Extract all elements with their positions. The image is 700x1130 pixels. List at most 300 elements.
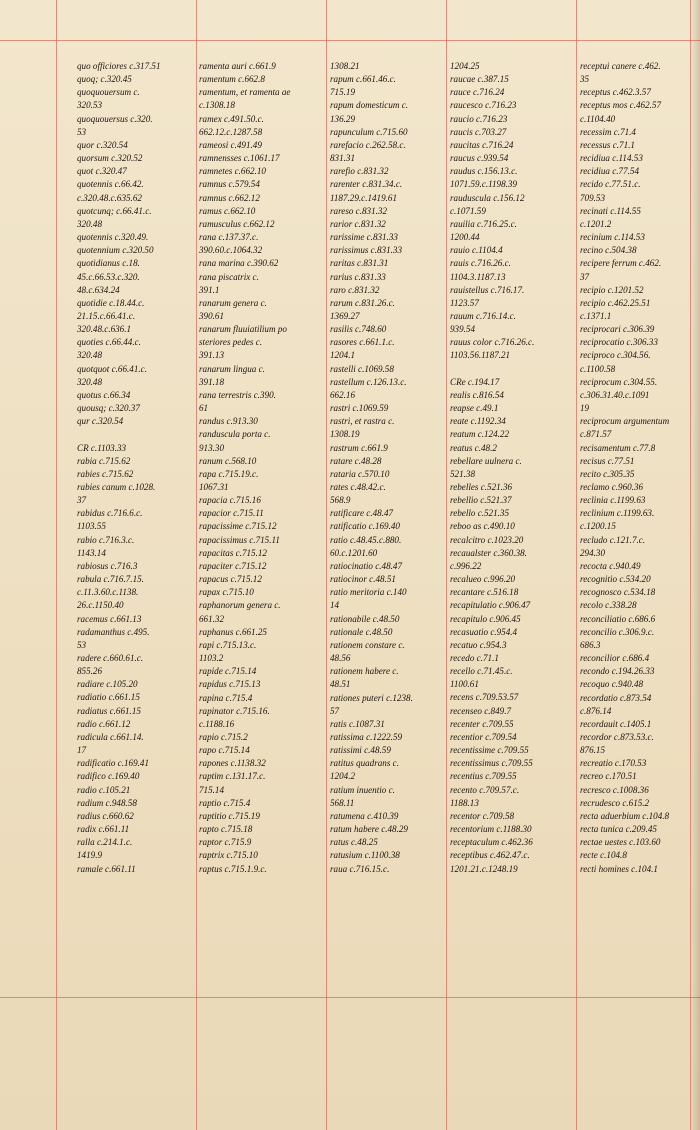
index-entry: recordauit c.1405.1 xyxy=(580,718,652,729)
index-entry: quotidie c.18.44.c. xyxy=(77,297,145,308)
index-entry: reatum c.124.22 xyxy=(450,429,510,440)
index-entry: c.320.48.c.635.62 xyxy=(77,192,142,203)
index-entry: 320.48.c.636.1 xyxy=(77,324,132,335)
index-entry: rapacia c.715.16 xyxy=(199,495,261,506)
index-entry: rates c.48.42.c. xyxy=(330,482,386,492)
index-entry: reclamo c.960.36 xyxy=(580,482,644,492)
index-entry: rapide c.715.14 xyxy=(199,666,257,677)
index-entry: recento c.709.57.c. xyxy=(450,784,520,795)
index-entry: 686.3 xyxy=(580,639,601,650)
index-entry: recoquo c.940.48 xyxy=(580,679,644,690)
index-entry: rauilia c.716.25.c. xyxy=(450,218,517,229)
index-entry: ramnus c.662.12 xyxy=(199,192,260,203)
ruling-line xyxy=(446,0,447,1130)
index-entry: rarum c.831.26.c. xyxy=(330,297,395,308)
index-entry: recipio c.462.25.51 xyxy=(580,297,651,308)
index-entry: reboo as c.490.10 xyxy=(450,521,515,532)
index-entry: 1187.29.c.1419.61 xyxy=(330,192,398,203)
index-entry: recentissime c.709.55 xyxy=(450,745,529,756)
index-entry: recisus c.77.51 xyxy=(580,455,635,466)
index-entry: rapina c.715.4 xyxy=(199,692,253,703)
index-entry: rana c.137.37.c. xyxy=(199,232,259,243)
index-entry: recresco c.1008.36 xyxy=(580,784,649,795)
index-entry: 45.c.66.53.c.320. xyxy=(77,271,140,282)
index-entry: radifico c.169.40 xyxy=(77,771,140,782)
index-entry: recreatio c.170.53 xyxy=(580,758,647,769)
index-entry: rabidus c.716.6.c. xyxy=(77,508,143,519)
index-entry: quoquouersus c.320. xyxy=(77,113,153,124)
index-entry: reciprocatio c.306.33 xyxy=(580,337,658,348)
index-entry: reatus c.48.2 xyxy=(450,442,497,453)
index-entry: 715.14 xyxy=(199,784,225,795)
index-entry: ratium inuentio c. xyxy=(330,784,395,795)
index-entry: rauduscula c.156.12 xyxy=(450,192,525,203)
index-entry: rataria c.570.10 xyxy=(330,468,390,479)
index-entry: raucio c.716.23 xyxy=(450,113,508,124)
index-entry: recludo c.121.7.c. xyxy=(580,534,646,545)
index-entry: receptui canere c.462. xyxy=(580,61,661,71)
index-entry: rectae uestes c.103.60 xyxy=(580,837,661,848)
index-entry: recrudesco c.615.2 xyxy=(580,797,650,808)
index-entry: recenseo c.849.7 xyxy=(450,705,512,716)
index-entry: rapacior c.715.11 xyxy=(199,508,264,519)
index-entry: rauum c.716.14.c. xyxy=(450,310,516,321)
index-entry: recta tunica c.209.45 xyxy=(580,824,657,835)
index-entry: recipere ferrum c.462. xyxy=(580,258,662,269)
index-entry: radius c.660.62 xyxy=(77,810,134,821)
index-entry: 48.56 xyxy=(330,653,351,664)
index-entry: recordor c.873.53.c. xyxy=(580,731,654,742)
index-entry: 390.61 xyxy=(199,310,225,321)
index-entry: recessim c.71.4 xyxy=(580,126,636,137)
index-entry: recasuatio c.954.4 xyxy=(450,626,518,637)
index-entry: ranarum fluuiatilium po xyxy=(199,324,287,335)
index-entry: 913.30 xyxy=(199,442,225,453)
index-entry: raudus c.156.13.c. xyxy=(450,166,518,177)
index-entry: 1308.21 xyxy=(330,61,360,71)
ruling-line xyxy=(576,0,577,1130)
index-entry: realis c.816.54 xyxy=(450,389,504,400)
index-entry: ratificatio c.169.40 xyxy=(330,521,400,532)
index-entry: reconcilior c.686.4 xyxy=(580,653,650,664)
index-entry: 939.54 xyxy=(450,324,476,335)
index-entry: ratusium c.1100.38 xyxy=(330,850,400,861)
index-entry: c.1371.1 xyxy=(580,310,612,321)
index-entry: c.1071.59 xyxy=(450,205,486,216)
index-entry: 320.53 xyxy=(77,100,103,111)
index-entry: radio c.661.12 xyxy=(77,718,131,729)
index-entry: recisamentum c.77.8 xyxy=(580,442,656,453)
index-entry: radere c.660.61.c. xyxy=(77,653,144,664)
index-entry: recalcitro c.1023.20 xyxy=(450,534,524,545)
index-entry: raptitio c.715.19 xyxy=(199,810,260,821)
index-entry: recens c.709.53.57 xyxy=(450,692,519,703)
index-entry: 1419.9 xyxy=(77,850,103,861)
index-column-4 xyxy=(450,60,568,876)
index-entry: recentorium c.1188.30 xyxy=(450,824,532,835)
ruling-line xyxy=(326,0,327,1130)
index-entry: reciprocum argumentum xyxy=(580,416,670,427)
index-entry: rarissime c.831.33 xyxy=(330,232,398,243)
index-entry: reconcilio c.306.9.c. xyxy=(580,626,655,637)
index-entry: reclinium c.1199.63. xyxy=(580,508,655,519)
index-entry: rabies c.715.62 xyxy=(77,468,134,479)
index-entry: 21.15.c.66.41.c. xyxy=(77,310,136,321)
index-entry: rapio c.715.2 xyxy=(199,731,248,742)
index-entry: ratumena c.410.39 xyxy=(330,810,399,821)
index-entry: rationem habere c. xyxy=(330,666,399,677)
index-entry: c.1100.58 xyxy=(580,363,616,374)
index-entry: rana terrestris c.390. xyxy=(199,389,276,400)
index-entry: 1143.14 xyxy=(77,547,106,558)
index-entry: recta aduerbium c.104.8 xyxy=(580,810,670,821)
index-entry: reciprocum c.304.55. xyxy=(580,376,658,387)
index-entry: rarior c.831.32 xyxy=(330,218,386,229)
index-entry: rapaciter c.715.12 xyxy=(199,560,267,571)
index-entry: raucitas c.716.24 xyxy=(450,139,514,150)
index-entry: quot c.320.47 xyxy=(77,166,127,177)
index-entry: c.871.57 xyxy=(580,429,612,440)
index-entry: c.996.22 xyxy=(450,560,482,571)
index-entry: racemus c.661.13 xyxy=(77,613,142,624)
index-entry: radificatio c.169.41 xyxy=(77,758,149,769)
index-entry: 1204.2 xyxy=(330,771,356,782)
index-entry: recreo c.170.51 xyxy=(580,771,637,782)
index-entry: rapones c.1138.32 xyxy=(199,758,266,769)
index-entry: rastri, et rastra c. xyxy=(330,416,395,427)
index-entry: recapitulatio c.906.47 xyxy=(450,600,531,611)
index-entry: rapacus c.715.12 xyxy=(199,574,262,585)
index-entry: 57 xyxy=(330,705,340,716)
index-entry: ramnus c.579.54 xyxy=(199,179,260,190)
index-entry: 1123.57 xyxy=(450,297,479,308)
index-entry: ranarum genera c. xyxy=(199,297,267,308)
index-entry: 53 xyxy=(77,126,87,137)
index-entry: raucis c.703.27 xyxy=(450,126,507,137)
index-entry: 876.15 xyxy=(580,745,606,756)
index-entry: raphanus c.661.25 xyxy=(199,626,267,637)
index-entry: rauio c.1104.4 xyxy=(450,245,503,256)
index-entry: rebellare uulnera c. xyxy=(450,455,522,466)
index-entry: radiatio c.661.15 xyxy=(77,692,140,703)
index-entry: 320.48 xyxy=(77,376,103,387)
index-entry: 1100.61 xyxy=(450,679,479,690)
index-entry: rarissimus c.831.33 xyxy=(330,245,402,256)
index-entry: randuscula porta c. xyxy=(199,429,271,440)
index-entry: rapto c.715.18 xyxy=(199,824,253,835)
index-entry: 1201.21.c.1248.19 xyxy=(450,863,518,874)
index-entry: ratis c.1087.31 xyxy=(330,718,385,729)
index-entry: 662.12.c.1287.58 xyxy=(199,126,263,137)
index-entry: quotidianus c.18. xyxy=(77,258,140,269)
index-entry: recaualster c.360.38. xyxy=(450,547,527,558)
index-entry: rabia c.715.62 xyxy=(77,455,131,466)
index-entry xyxy=(450,363,568,376)
index-entry: ramus c.662.10 xyxy=(199,205,256,216)
index-entry: 855.26 xyxy=(77,666,103,677)
index-entry: ratare c.48.28 xyxy=(330,455,382,466)
index-entry: c.11.3.60.c.1138. xyxy=(77,587,139,598)
index-entry: rapacitas c.715.12 xyxy=(199,547,267,558)
index-entry: 390.60.c.1064.32 xyxy=(199,245,263,256)
index-entry: 715.19 xyxy=(330,87,356,98)
index-entry: quotquot c.66.41.c. xyxy=(77,363,147,374)
index-column-2 xyxy=(199,60,317,876)
index-entry: recocta c.940.49 xyxy=(580,560,641,571)
index-entry: rastellum c.126.13.c. xyxy=(330,376,407,387)
index-entry: c.1200.15 xyxy=(580,521,616,532)
index-entry: CR c.1103.33 xyxy=(77,442,127,453)
index-entry: rauus color c.716.26.c. xyxy=(450,337,535,348)
index-column-3 xyxy=(330,60,440,876)
index-entry: rapax c.715.10 xyxy=(199,587,254,598)
index-entry: rationale c.48.50 xyxy=(330,626,393,637)
index-entry: 1104.3.1187.13 xyxy=(450,271,506,282)
index-entry: qur c.320.54 xyxy=(77,416,124,427)
index-entry: rarius c.831.33 xyxy=(330,271,386,282)
index-entry: CRe c.194.17 xyxy=(450,376,500,387)
index-entry: ramusculus c.662.12 xyxy=(199,218,275,229)
index-entry: rauistellus c.716.17. xyxy=(450,284,525,295)
index-entry: rarefio c.831.32 xyxy=(330,166,389,177)
index-entry: c.1201.2 xyxy=(580,218,612,229)
index-entry: 1103.56.1187.21 xyxy=(450,350,511,361)
index-entry: ratio c.48.45.c.880. xyxy=(330,534,402,545)
index-entry: rameosi c.491.49 xyxy=(199,139,262,150)
index-entry: 391.13 xyxy=(199,350,225,361)
index-entry: recordatio c.873.54 xyxy=(580,692,652,703)
index-entry: c.1188.16 xyxy=(199,718,235,729)
index-entry: recte c.104.8 xyxy=(580,850,627,861)
index-entry: 1308.19 xyxy=(330,429,360,440)
index-entry: recedo c.71.1 xyxy=(450,653,499,664)
index-entry: 1369.27 xyxy=(330,310,360,321)
index-entry: ranum c.568.10 xyxy=(199,455,257,466)
index-entry: 17 xyxy=(77,745,87,756)
index-entry: rapidus c.715.13 xyxy=(199,679,261,690)
index-entry: reclinia c.1199.63 xyxy=(580,495,646,506)
index-entry: 661.32 xyxy=(199,613,225,624)
index-entry: recido c.77.51.c. xyxy=(580,179,641,190)
index-column-5 xyxy=(580,60,685,876)
index-entry xyxy=(77,428,194,441)
index-entry: rebellio c.521.37 xyxy=(450,495,512,506)
index-entry: ramale c.661.11 xyxy=(77,863,136,874)
index-entry: recantare c.516.18 xyxy=(450,587,519,598)
index-entry: quo officiores c.317.51 xyxy=(77,61,161,71)
index-entry: raucus c.939.54 xyxy=(450,153,509,164)
index-entry: 37 xyxy=(77,495,87,506)
index-entry: rasores c.661.1.c. xyxy=(330,337,395,348)
index-entry: 1200.44 xyxy=(450,232,480,243)
index-entry: 37 xyxy=(580,271,590,282)
index-entry: raptrix c.715.10 xyxy=(199,850,258,861)
index-entry: recito c.305.35 xyxy=(580,468,635,479)
index-entry: rapi c.715.13.c. xyxy=(199,639,257,650)
index-entry: 521.38 xyxy=(450,468,476,479)
index-entry: rapacissime c.715.12 xyxy=(199,521,277,532)
index-entry: rapo c.715.14 xyxy=(199,745,250,756)
index-entry: raro c.831.32 xyxy=(330,284,380,295)
index-entry: quotennium c.320.50 xyxy=(77,245,154,256)
index-entry: recenter c.709.55 xyxy=(450,718,514,729)
index-entry: raucesco c.716.23 xyxy=(450,100,517,111)
index-entry: receptibus c.462.47.c. xyxy=(450,850,530,861)
index-entry: rabies canum c.1028. xyxy=(77,481,156,492)
index-entry: raphanorum genera c. xyxy=(199,600,281,611)
index-entry: 1067.31 xyxy=(199,482,229,492)
index-entry: recidiua c.114.53 xyxy=(580,153,643,164)
index-entry: quotennis c.66.42. xyxy=(77,179,144,190)
index-entry: ralla c.214.1.c. xyxy=(77,837,133,848)
index-entry: raritas c.831.31 xyxy=(330,258,389,269)
index-entry: recessus c.71.1 xyxy=(580,139,635,150)
index-entry: 320.48 xyxy=(77,218,103,229)
index-entry: rapunculum c.715.60 xyxy=(330,126,408,137)
index-entry: ratio meritoria c.140 xyxy=(330,587,407,598)
index-entry: radium c.948.58 xyxy=(77,797,137,808)
index-entry: rauis c.716.26.c. xyxy=(450,258,511,269)
index-column-1 xyxy=(77,60,194,876)
index-entry: recinati c.114.55 xyxy=(580,205,641,216)
index-entry: rauce c.716.24 xyxy=(450,87,505,98)
index-entry: raptus c.715.1.9.c. xyxy=(199,863,267,874)
index-entry: 1103.55 xyxy=(77,521,106,532)
index-entry: rationem constare c. xyxy=(330,639,405,650)
index-entry: receptaculum c.462.36 xyxy=(450,837,533,848)
index-entry: recipio c.1201.52 xyxy=(580,284,644,295)
index-entry: c.1104.40 xyxy=(580,113,616,124)
index-entry: rabiosus c.716.3 xyxy=(77,560,138,571)
index-entry: ranarum lingua c. xyxy=(199,363,265,374)
index-entry: randus c.913.30 xyxy=(199,416,258,427)
index-entry: quousq; c.320.37 xyxy=(77,403,140,414)
index-entry: 14 xyxy=(330,600,340,611)
index-entry: rabula c.716.7.15. xyxy=(77,574,144,585)
index-entry: quotcunq; c.66.41.c. xyxy=(77,205,152,216)
index-entry: quotennis c.320.49. xyxy=(77,232,149,243)
index-entry: c.306.31.40.c.1091 xyxy=(580,389,650,400)
index-entry: recondo c.194.26.33 xyxy=(580,666,655,677)
index-entry: recentor c.709.58 xyxy=(450,810,515,821)
index-entry: ratiocinatio c.48.47 xyxy=(330,560,402,571)
index-entry: rapinator c.715.16. xyxy=(199,705,270,716)
index-entry: recapitulo c.906.45 xyxy=(450,613,521,624)
index-entry: quoquouersum c. xyxy=(77,87,140,98)
index-entry: quoties c.66.44.c. xyxy=(77,337,141,348)
index-entry: ratissimi c.48.59 xyxy=(330,745,391,756)
index-entry: recentissimus c.709.55 xyxy=(450,758,533,769)
index-entry: raua c.716.15.c. xyxy=(330,863,390,874)
index-entry: ramnensses c.1061.17 xyxy=(199,153,280,164)
index-entry: rapa c.715.19.c. xyxy=(199,468,259,479)
index-entry: 1071.59.c.1198.39 xyxy=(450,179,518,190)
index-entry: rastri c.1069.59 xyxy=(330,403,389,414)
index-entry: recinium c.114.53 xyxy=(580,232,645,243)
ruling-line xyxy=(196,0,197,1130)
index-entry: ratificare c.48.47 xyxy=(330,508,394,519)
index-entry: 48.c.634.24 xyxy=(77,284,120,295)
index-entry: rationes puteri c.1238. xyxy=(330,692,413,703)
ruling-line xyxy=(0,997,700,998)
index-entry: raptor c.715.9 xyxy=(199,837,252,848)
index-entry: reapse c.49.1 xyxy=(450,403,499,414)
index-entry: ramentum, et ramenta ae xyxy=(199,87,291,98)
index-entry: 568.11 xyxy=(330,797,355,808)
ruling-line xyxy=(56,0,57,1130)
index-entry: radio c.105.21 xyxy=(77,784,131,795)
index-entry: rebello c.521.35 xyxy=(450,508,510,519)
index-entry: rapum c.661.46.c. xyxy=(330,74,396,85)
index-entry: 60.c.1201.60 xyxy=(330,547,378,558)
index-entry: rasilis c.748.60 xyxy=(330,324,387,335)
index-entry: ratitus quadrans c. xyxy=(330,758,399,769)
index-entry: reate c.1192.34 xyxy=(450,416,506,427)
ruling-line xyxy=(0,40,700,41)
index-entry: 662.16 xyxy=(330,389,356,400)
index-entry: 61 xyxy=(199,403,209,414)
index-entry: radix c.661.11 xyxy=(77,824,130,835)
index-entry: ratum habere c.48.29 xyxy=(330,824,408,835)
index-entry: quoq; c.320.45 xyxy=(77,74,132,85)
page-edge-shadow xyxy=(690,0,700,1130)
index-entry: rarefacio c.262.58.c. xyxy=(330,139,406,150)
index-entry: ramex c.491.50.c. xyxy=(199,113,264,124)
index-entry: reciprocari c.306.39 xyxy=(580,324,655,335)
index-entry: rareso c.831.32 xyxy=(330,205,387,216)
index-entry: recentior c.709.54 xyxy=(450,731,517,742)
index-entry: 1204.25 xyxy=(450,61,480,71)
index-entry: rabio c.716.3.c. xyxy=(77,534,135,545)
index-entry: recti homines c.104.1 xyxy=(580,863,658,874)
index-entry: receptus c.462.3.57 xyxy=(580,87,651,98)
index-entry: c.1308.18 xyxy=(199,100,235,111)
index-entry: 320.48 xyxy=(77,350,103,361)
index-entry: quotus c.66.34 xyxy=(77,389,131,400)
index-entry: reciproco c.304.56. xyxy=(580,350,651,361)
index-entry: radiare c.105.20 xyxy=(77,679,138,690)
index-entry: recentius c.709.55 xyxy=(450,771,517,782)
index-entry: quor c.320.54 xyxy=(77,139,128,150)
index-entry: raptim c.131.17.c. xyxy=(199,771,266,782)
index-entry: rapacissimus c.715.11 xyxy=(199,534,280,545)
index-entry: radiatus c.661.15 xyxy=(77,705,141,716)
index-entry: 391.1 xyxy=(199,284,220,295)
index-entry: steriores pedes c. xyxy=(199,337,263,348)
index-entry: 136.29 xyxy=(330,113,356,124)
index-entry: 709.53 xyxy=(580,192,606,203)
index-entry: ramentum c.662.8 xyxy=(199,74,265,85)
index-entry: 391.18 xyxy=(199,376,225,387)
index-entry: recello c.71.45.c. xyxy=(450,666,513,677)
index-entry: 568.9 xyxy=(330,495,351,506)
index-entry: ratus c.48.25 xyxy=(330,837,378,848)
index-entry: rana piscatrix c. xyxy=(199,271,259,282)
index-entry: 831.31 xyxy=(330,153,356,164)
index-entry: 1188.13 xyxy=(450,797,479,808)
index-entry: ratiocinor c.48.51 xyxy=(330,574,396,585)
index-entry: c.876.14 xyxy=(580,705,612,716)
index-entry: rationabile c.48.50 xyxy=(330,613,400,624)
index-entry: 26.c.1150.40 xyxy=(77,600,124,611)
index-entry: 1204.1 xyxy=(330,350,356,361)
index-entry: recognosco c.534.18 xyxy=(580,587,656,598)
index-entry: recalueo c.996.20 xyxy=(450,574,516,585)
index-entry: reconciliatio c.686.6 xyxy=(580,613,656,624)
index-entry: 35 xyxy=(580,74,590,85)
index-entry: 53 xyxy=(77,639,87,650)
index-entry: raucae c.387.15 xyxy=(450,74,509,85)
